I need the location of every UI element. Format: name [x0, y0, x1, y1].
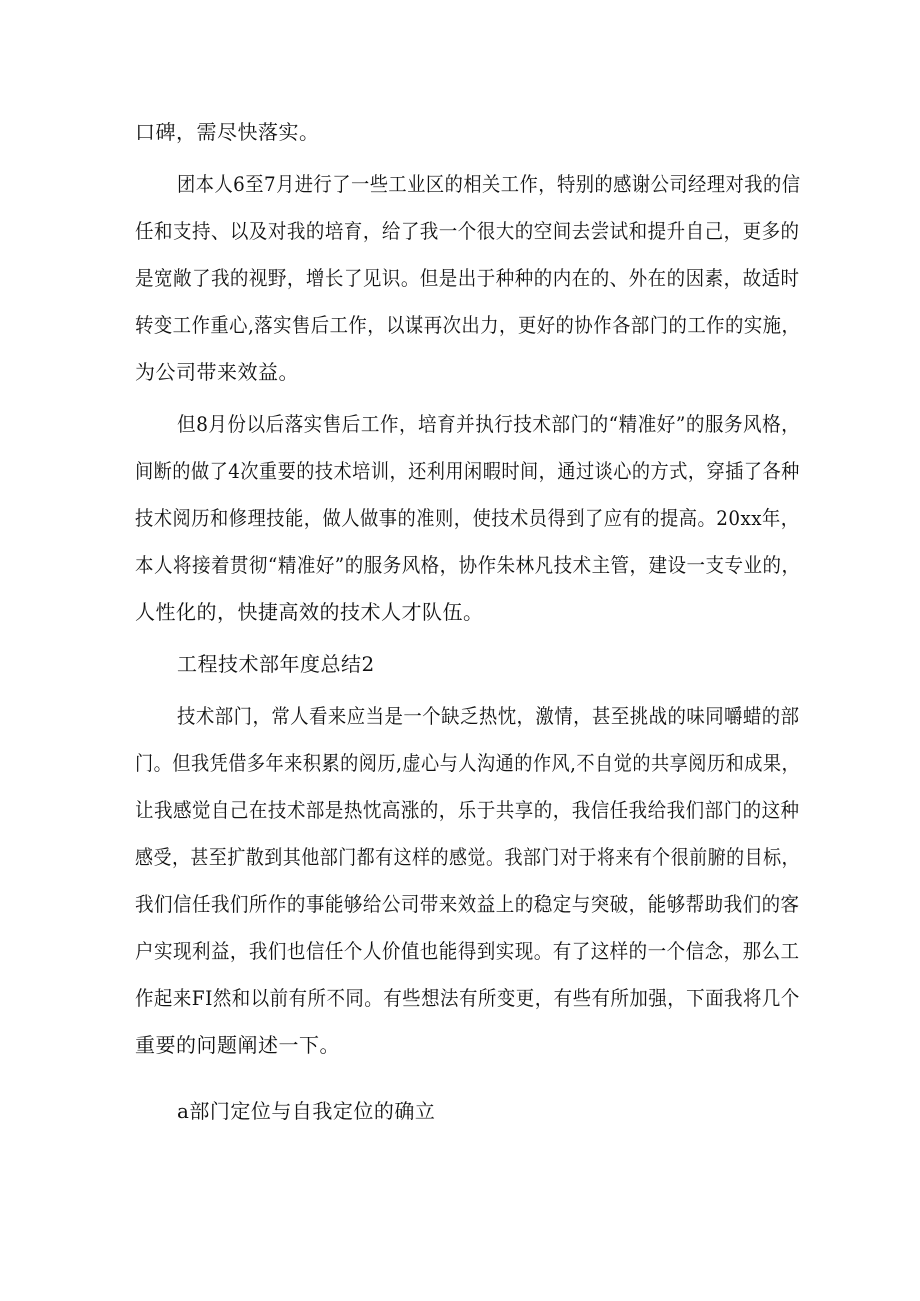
- text-line: 口碑，需尽快落实。: [135, 120, 320, 144]
- text-line: 技术部门，常人看来应当是一个缺乏热忱，激情，甚至挑战的味同嚼蜡的部: [177, 704, 800, 728]
- text-line: 我们信任我们所作的事能够给公司带来效益上的稳定与突破，能够帮助我们的客: [135, 892, 800, 916]
- text-line: 门。但我凭借多年来积累的阅历,虚心与人沟通的作风,不自觉的共享阅历和成果，: [135, 751, 801, 775]
- text-line: 任和支持、以及对我的培育，给了我一个很大的空间去尝试和提升自己，更多的: [135, 219, 800, 243]
- subsection-heading: a部门定位与自我定位的确立: [177, 1099, 436, 1123]
- text-line: 户实现利益，我们也信任个人价值也能得到实现。有了这样的一个信念，那么工: [135, 939, 800, 963]
- text-line: 让我感觉自己在技术部是热忱高涨的，乐于共享的，我信任我给我们部门的这种: [135, 798, 800, 822]
- text-line: 团本人6至7月进行了一些工业区的相关工作，特别的感谢公司经理对我的信: [177, 172, 801, 196]
- text-line: 作起来FI然和以前有所不同。有些想法有所变更，有些有所加强，下面我将几个: [135, 986, 800, 1010]
- text-line: 技术阅历和修理技能，做人做事的准则，使技术员得到了应有的提高。20xx年，: [135, 506, 800, 530]
- text-line: 本人将接着贯彻“精准好”的服务风格，协作朱林凡技术主管，建设一支专业的，: [135, 553, 801, 577]
- text-line: 但8月份以后落实售后工作，培育并执行技术部门的“精准好”的服务风格，: [177, 412, 801, 436]
- text-line: 感受，甚至扩散到其他部门都有这样的感觉。我部门对于将来有个很前腑的目标，: [135, 845, 801, 869]
- text-line: 转变工作重心,落实售后工作，以谋再次出力，更好的协作各部门的工作的实施，: [135, 313, 801, 337]
- text-line: 为公司带来效益。: [135, 360, 299, 384]
- text-line: 间断的做了4次重要的技术培训，还利用闲暇时间，通过谈心的方式，穿插了各种: [135, 459, 800, 483]
- section-heading: 工程技术部年度总结2: [177, 652, 375, 676]
- text-line: 人性化的，快捷高效的技术人才队伍。: [135, 600, 484, 624]
- text-line: 是宽敞了我的视野，增长了见识。但是出于种种的内在的、外在的因素，故适时: [135, 266, 800, 290]
- text-line: 重要的问题阐述一下。: [135, 1033, 340, 1057]
